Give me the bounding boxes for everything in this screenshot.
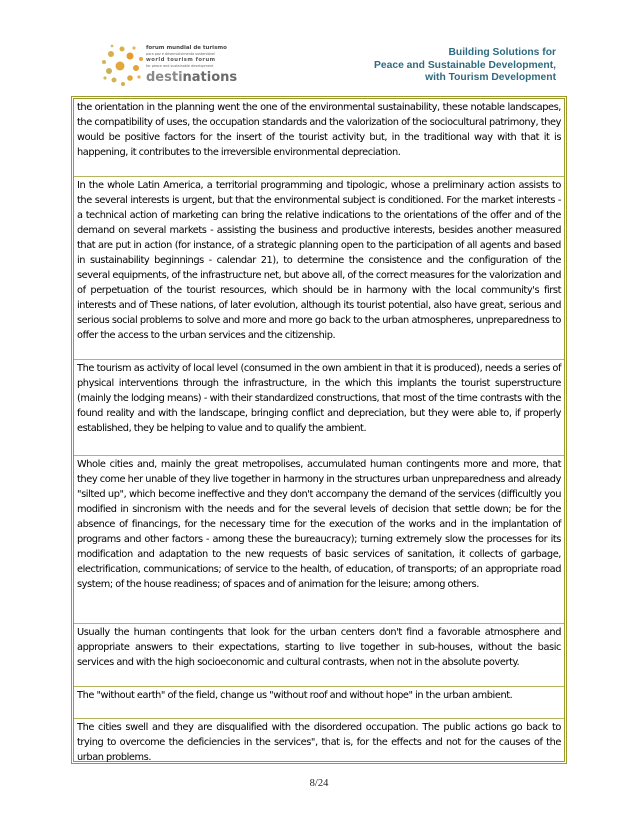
forum-logo — [100, 44, 238, 96]
logo-line-4: for peace and sustainable development — [146, 64, 214, 68]
logo-line-3: world tourism forum — [146, 57, 216, 63]
logo-brand — [146, 70, 237, 85]
paragraph-6: The "without earth" of the field, change us "without roof and without hope" in the urban ambient. — [77, 690, 513, 701]
paragraph-divider — [74, 686, 564, 687]
paragraph-2: In the whole Latin America, a territorial programming and tipologic, whose a preliminary action assists to the several interests is urgent, but that the environmental subject is conditioned. For the market interests - a technical action of marketing can bring the relative indications to the orientations of the offer and of the demand on several markets - assisting the business and productive interests, besides another measured that are put in action (for instance, of a strategic planning open to the participation of all agents and based in sustainability beginnings - calendar 21), to determine the consistence and the configuration of the several equipments, of the infrastructure net, but above all, of the correct measures for the valorization and of perpetuation of the tourist resources, which should be in harmony with the local community's first interests and of These nations, of later evolution, although its tourist potential, also have great, serious and serious social problems to solve and more and more go back to the urban atmospheres, unpreparedness to offer the access to the urban services and the citizenship. — [77, 180, 561, 341]
logo-brand-b: nations — [182, 70, 238, 85]
logo-line-2: para paz e desenvolvimento sustentável — [146, 52, 215, 56]
paragraph-7: The cities swell and they are disqualified with the disordered occupation. The public actions go back to trying to overcome the deficiencies in the services", that is, for the effects and not for the causes of the urban problems. — [77, 722, 561, 763]
paragraph-divider — [74, 623, 564, 624]
paragraph-4: Whole cities and, mainly the great metropolises, accumulated human contingents more and more, that they come her unable of they live together in harmony in the structures urban unpreparedness and already "silted up", which become ineffective and they don't accompany the demand of the services (difficultly you modified in sincronism with the needs and for the several levels of decision that settle down; be for the absence of financings, for the necessary time for the execution of the works and in the implantation of programs and other factors - among these the bureaucracy); turning extremely slow the processes for its modification and adaptation to the new requests of basic services of sanitation, it collects of garbage, electrification, communications; of service to the health, of education, of transports; of an appropriate road system; of the house readiness; of spaces and of animation for the leisure; among others. — [77, 459, 561, 590]
paragraph-divider — [74, 455, 564, 456]
header-title-line-3: with Tourism Development — [425, 72, 556, 83]
paragraph-3: The tourism as activity of local level (consumed in the own ambient in that it is produced), needs a series of physical interventions through the infrastructure, in the which this implants the tourist superstructure (mainly the lodging means) - with their standardized constructions, that most of the time contrasts with the found reality and with the landscape, bringing conflict and depreciation, but they were able to, if properly established, they be helping to value and to qualify the ambient. — [77, 363, 561, 434]
logo-brand-a: desti — [146, 70, 183, 85]
paragraph-5: Usually the human contingents that look for the urban centers don't find a favorable atmosphere and appropriate answers to their expectations, starting to live together in sub-houses, without the basic services and with the high socioeconomic and cultural contrasts, when not in the absolute poverty. — [77, 627, 561, 668]
paragraph-divider — [74, 359, 564, 360]
header-title-line-2: Peace and Sustainable Development, — [374, 59, 556, 71]
logo-line-1: forum mundial de turismo — [146, 45, 227, 51]
paragraph-divider — [74, 718, 564, 719]
page-number: 8/24 — [309, 778, 329, 789]
paragraph-1: the orientation in the planning went the one of the environmental sustainability, these notable landscapes, the compatibility of uses, the occupation standards and the valorization of the sociocultural patrimony, they would be positive factors for the insert of the tourist activity but, in the traditional way with that it is happening, it contributes to the irreversible environmental depreciation. — [77, 102, 561, 158]
header-title — [374, 47, 556, 85]
header-title-line-1: Building Solutions for — [448, 47, 556, 58]
paragraph-divider — [74, 176, 564, 177]
sunburst-logo-icon — [100, 44, 146, 94]
